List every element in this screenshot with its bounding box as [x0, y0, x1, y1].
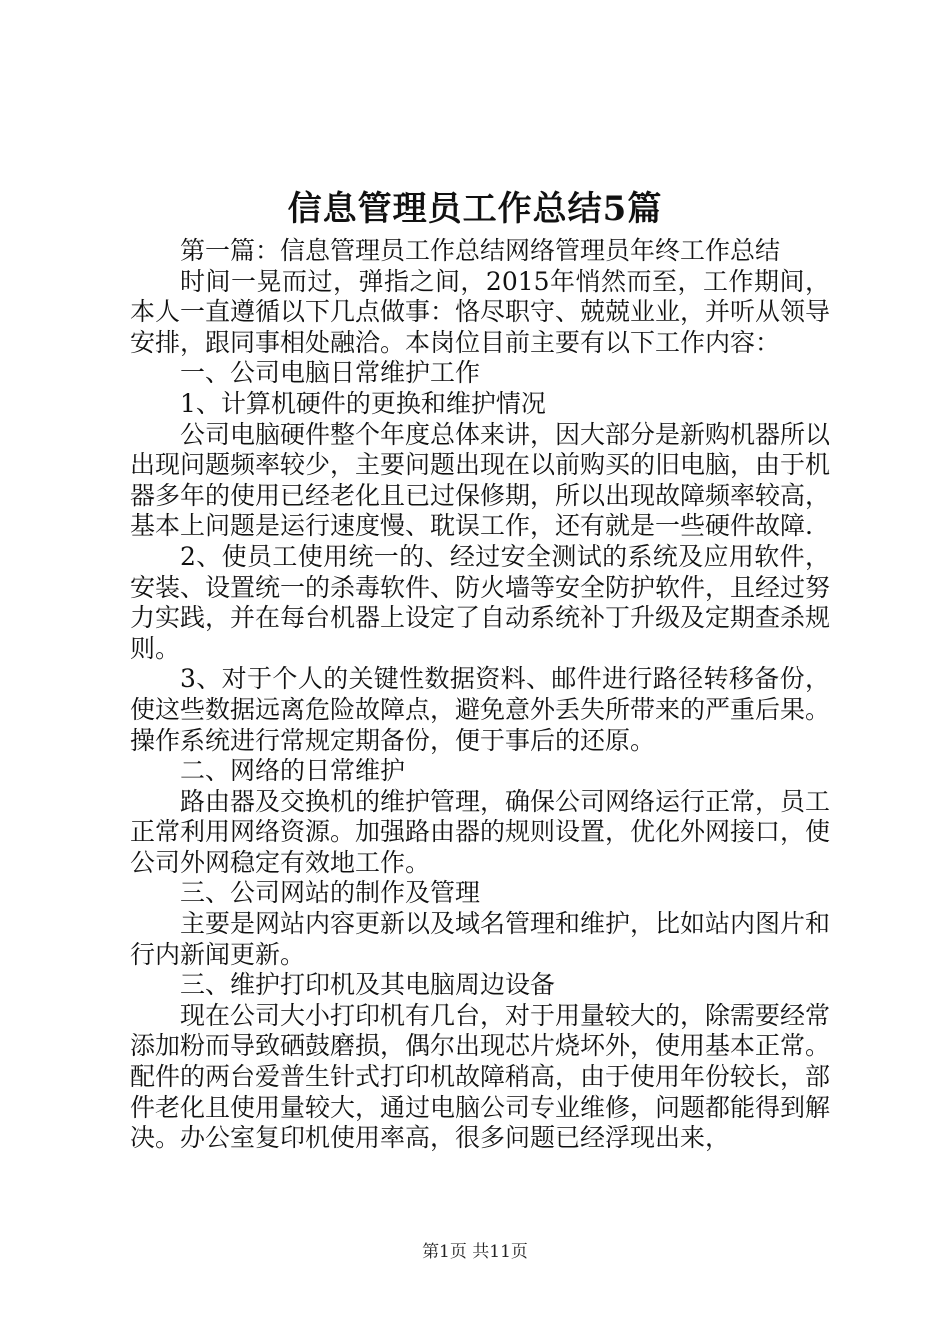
paragraph: 公司电脑硬件整个年度总体来讲，因大部分是新购机器所以出现问题频率较少，主要问题出现在以前购买的旧电脑，由于机器多年的使用已经老化且已过保修期，所以出现故障频率较高，基本上问题是运行速度慢、耽误工作，还有就是一些硬件故障.: [130, 419, 831, 541]
page-footer: 第1页 共11页: [422, 1242, 528, 1262]
paragraph: 时间一晃而过，弹指之间，2015年悄然而至，工作期间，本人一直遵循以下几点做事：恪尽职守、兢兢业业，并听从领导安排，跟同事相处融洽。本岗位目前主要有以下工作内容：: [130, 266, 831, 357]
section-heading: 一、公司电脑日常维护工作: [180, 358, 481, 388]
document-title: 信息管理员工作总结5篇: [287, 189, 663, 229]
paragraph: 3、对于个人的关键性数据资料、邮件进行路径转移备份，使这些数据远离危险故障点，避免意外丢失所带来的严重后果。操作系统进行常规定期备份，便于事后的还原。: [130, 664, 831, 755]
paragraph: 第一篇：信息管理员工作总结网络管理员年终工作总结: [180, 236, 781, 265]
subsection-heading: 1、计算机硬件的更换和维护情况: [180, 388, 546, 418]
paragraph: 主要是网站内容更新以及域名管理和维护，比如站内图片和行内新闻更新。: [130, 909, 831, 969]
paragraph: 路由器及交换机的维护管理，确保公司网络运行正常，员工正常利用网络资源。加强路由器的规则设置，优化外网接口，使公司外网稳定有效地工作。: [130, 786, 831, 877]
section-heading: 三、维护打印机及其电脑周边设备: [180, 970, 556, 1000]
section-heading: 三、公司网站的制作及管理: [180, 878, 481, 908]
section-heading: 二、网络的日常维护: [180, 756, 406, 786]
paragraph: 现在公司大小打印机有几台，对于用量较大的，除需要经常添加粉而导致硒鼓磨损，偶尔出现芯片烧坏外，使用基本正常。配件的两台爱普生针式打印机故障稍高，由于使用年份较长，部件老化且使用量较大，通过电脑公司专业维修，问题都能得到解决。办公室复印机使用率高，很多问题已经浮现出来，: [130, 1000, 831, 1153]
paragraph: 2、使员工使用统一的、经过安全测试的系统及应用软件，安装、设置统一的杀毒软件、防火墙等安全防护软件，且经过努力实践，并在每台机器上设定了自动系统补丁升级及定期查杀规则。: [130, 541, 831, 663]
document-body: [130, 236, 830, 1154]
